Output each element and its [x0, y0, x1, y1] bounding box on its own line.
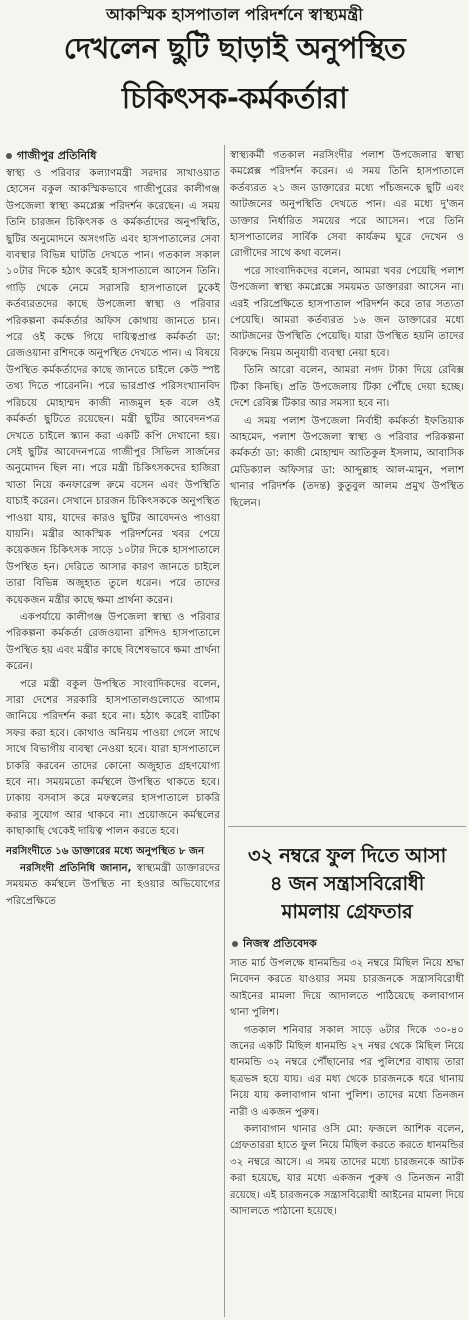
article2-headline-2: ৪ জন সন্ত্রাসবিরোধী	[269, 872, 425, 895]
article-kicker: আকস্মিক হাসপাতাল পরিদর্শনে স্বাস্থ্যমন্ত্রী	[106, 5, 363, 24]
bullet-icon	[232, 941, 238, 947]
paragraph: গতকাল শনিবার সকাল সাড়ে ৬টার দিকে ৩০-৪০ জনের একটি মিছিল ধানমন্ডি ২৭ নম্বর থেকে মিছিল নিয়ে ধানমন্ডি ৩২ নম্বরে পৌঁছানোর পর পুলিশের বাধায় তারা ছত্রভঙ্গ হয়ে যায়। এর মধ্য থেকে চারজনকে ধরে থানায় নিয়ে যায় কলাবাগান থানা পুলিশ। তাদের মধ্যে তিনজন নারী ও একজন পুরুষ।	[230, 1024, 464, 1118]
paragraph: পরে সাংবাদিকদের বলেন, আমরা খবর পেয়েছি পলাশ উপজেলা স্বাস্থ্য কমপ্লেক্সে সময়মত ডাক্তাররা আসেন না। এরই পরিপ্রেক্ষিতে হাসপাতাল পরিদর্শন করে তার সত্যতা পেয়েছি। আমরা কর্তব্যরত ১৬ জন ডাক্তারের মধ্যে আটজনের উপস্থিতি পেয়েছি। যারা উপস্থিত হয়নি তাদের বিরুদ্ধে নিয়ম অনুযায়ী ব্যবস্থা নেয়া হবে।	[230, 265, 464, 359]
narsingdi-lead: নরসিংদী প্রতিনিধি জানান,	[20, 863, 132, 875]
article2-headline-3: মামলায় গ্রেফতার	[281, 900, 413, 923]
article2-headline-1: ৩২ নম্বরে ফুল দিতে আসা	[247, 844, 447, 867]
byline-text: গাজীপুর প্রতিনিধি	[17, 149, 97, 162]
paragraph: তিনি আরো বলেন, আমরা নগদ টাকা দিয়ে রেবিক্স টিকা কিনছি। প্রতি উপজেলায় টিকা পৌঁছে দেয়া হচ্ছে। দেশে রেবিক্স টিকার আর সমস্যা হবে না।	[230, 365, 464, 410]
article2-body	[230, 956, 464, 1308]
bullet-icon	[6, 153, 12, 159]
headline-line-1: দেখলেন ছুটি ছাড়াই অনুপস্থিত	[63, 31, 406, 65]
paragraph: এ সময় পলাশ উপজেলা নির্বাহী কর্মকর্তা ইফতিয়াক আহমেদ, পলাশ উপজেলা স্বাস্থ্য ও পরিবার পরিকল্পনা কর্মকর্তা ডা: কাজী মোহাম্মদ আতিকুল ইসলাম, আবাসিক মেডিক্যাল অফিসার ডা: আব্দুল্লাহ আল-মামুন, পলাশ থানার পরিদর্শক (তদন্ত) কুতুবুল আলম প্রমুখ উপস্থিত ছিলেন।	[230, 415, 464, 509]
paragraph: স্বাস্থ্য ও পরিবার কল্যাণমন্ত্রী সরদার সাখাওয়াত হোসেন বকুল আকস্মিকভাবে গাজীপুরের কালীগঞ্জ উপজেলা স্বাস্থ্য কমপ্লেক্স পরিদর্শন করেছেন। এ সময় তিনি চারজন চিকিৎসক ও কর্মকর্তাদের অনুপস্থিতি, ছুটির অনুমোদনে অসংগতি এবং হাসপাতালের সেবা ব্যবস্থার বিভিন্ন ঘাটতি দেখতে পান। গতকাল সকাল ১০টার দিকে হঠাৎ করেই হাসপাতালে আসেন তিনি। গাড়ি থেকে নেমে সরাসরি হাসপাতালে ঢুকেই কর্তব্যরতদের কাছে উপজেলা স্বাস্থ্য ও পরিবার পরিকল্পনা কর্মকর্তার অফিস কোথায় জানতে চান। পরে ওই কক্ষে গিয়ে দায়িত্বপ্রাপ্ত কর্মকর্তা ডা: রেজওয়ানা রশিদকে অনুপস্থিত দেখতে পান। এ বিষয়ে উপস্থিত কর্মকর্তাদের কাছে জানতে চাইলে কেউ স্পষ্ট তথ্য দিতে পারেননি। পরে ভারপ্রাপ্ত পরিসংখ্যানবিদ পরিচয়ে মোহাম্মদ কাজী নাজমুল হক বলে ওই কর্মকর্তা ছুটিতে রয়েছেন। মন্ত্রী ছুটির আবেদনপত্র দেখতে চাইলে স্ক্যান করা একটি কপি দেখানো হয়। সেই ছুটির আবেদনপত্রে গাজীপুর সিভিল সার্জনের অনুমোদন ছিল না। পরে মন্ত্রী চিকিৎসকদের হাজিরা খাতা নিয়ে কনফারেন্স রুমে বসেন এবং উপস্থিতি যাচাই করেন। সেখানে চারজন চিকিৎসককে অনুপস্থিত পাওয়া যায়, যাদের কারও ছুটির আবেদনও পাওয়া যায়নি। মন্ত্রীর আকস্মিক পরিদর্শনের খবর পেয়ে কয়েকজন চিকিৎসক সাড়ে ১০টার দিকে হাসপাতালে উপস্থিত হন। দেরিতে আসার কারণ জানতে চাইলে তারা বিভিন্ন অজুহাত তুলে ধরেন। পরে তাদের কয়েকজন মন্ত্রীর কাছে ক্ষমা প্রার্থনা করেন।	[6, 168, 220, 606]
column-1	[6, 166, 220, 1311]
paragraph: সাত মার্চ উপলক্ষে ধানমন্ডির ৩২ নম্বরে মিছিল নিয়ে শ্রদ্ধা নিবেদন করতে যাওয়ার সময় চারজনকে সন্ত্রাসবিরোধী আইনের মামলা দিয়ে আদালতে পাঠিয়েছে কলাবাগান থানা পুলিশ।	[230, 958, 464, 1019]
paragraph: একপর্যায়ে কালীগঞ্জ উপজেলা স্বাস্থ্য ও পরিবার পরিকল্পনা কর্মকর্তা রেজওয়ানা রশিদও হাসপাতালে উপস্থিত হয় এবং মন্ত্রীর কাছে বিশেষভাবে ক্ষমা প্রার্থনা করেন।	[6, 611, 220, 673]
subheading: নরসিংদীতে ১৬ ডাক্তারের মধ্যে অনুপস্থিত ৮ জন	[6, 845, 205, 857]
paragraph: স্বাস্থ্যকর্মী গতকাল নরসিংদীর পলাশ উপজেলার স্বাস্থ্য কমপ্লেক্স পরিদর্শন করেন। এ সময় তিনি হাসপাতালে কর্তব্যরত ২১ জন ডাক্তারের মধ্যে পাঁচজনকে ছুটি এবং আটজনের অনুপস্থিতি দেখতে পান। এর মধ্যে দু'জন ডাক্তার নির্ধারিত সময়ের পরে আসেন। পরে তিনি হাসপাতালের সার্বিক সেবা কার্যক্রম ঘুরে দেখেন ও রোগীদের সাথে কথা বলেন।	[230, 150, 464, 260]
paragraph	[6, 861, 220, 910]
headline-line-2: চিকিৎসক-কর্মকর্তারা	[121, 81, 348, 115]
column-divider	[224, 145, 225, 1317]
byline	[6, 148, 96, 164]
paragraph: পরে মন্ত্রী বকুল উপস্থিত সাংবাদিকদের বলেন, সারা দেশের সরকারি হাসপাতালগুলোতে আগাম জানিয়ে পরিদর্শন করা হবে না। হঠাৎ করেই বাটিকা সফর করা হবে। কোথাও অনিয়ম পাওয়া গেলে সাথে সাথে বিভাগীয় ব্যবস্থা নেওয়া হবে। যারা হাসপাতালে চাকরি করবেন তাদের কোনো অজুহাত গ্রহণযোগ্য হবে না। সময়মতো কর্মস্থলে উপস্থিত থাকতে হবে। ঢাকায় বসবাস করে মফস্বলের হাসপাতালে চাকরি করার সুযোগ আর থাকবে না। প্রয়োজনে কর্মস্থলের কাছাকাছি থেকেই দায়িত্ব পালন করতে হবে।	[6, 678, 220, 838]
narsingdi-text: স্বাস্থ্যমন্ত্রী ডাক্তারদের সময়মত কর্মস্থলে উপস্থিত না হওয়ার অভিযোগের পরিপ্রেক্ষিতে	[6, 863, 220, 907]
column-2	[230, 148, 464, 820]
paragraph: কলাবাগান থানার ওসি মো: ফজলে আশিক বলেন, গ্রেফতাররা হাতে ফুল নিয়ে মিছিল করতে করতে ধানমন্ডির ৩২ নম্বরে আসে। এ সময় তাদের মধ্যে চারজনকে আটক করা হয়েছে, যার মধ্যে একজন পুরুষ ও তিনজন নারী রয়েছে। এই চারজনকে সন্ত্রাসবিরোধী আইনের মামলা দিয়ে আদালতে পাঠানো হয়েছে।	[230, 1124, 464, 1218]
article2-byline	[232, 936, 317, 952]
byline-text: নিজস্ব প্রতিবেদক	[243, 937, 317, 950]
section-divider	[228, 826, 466, 827]
